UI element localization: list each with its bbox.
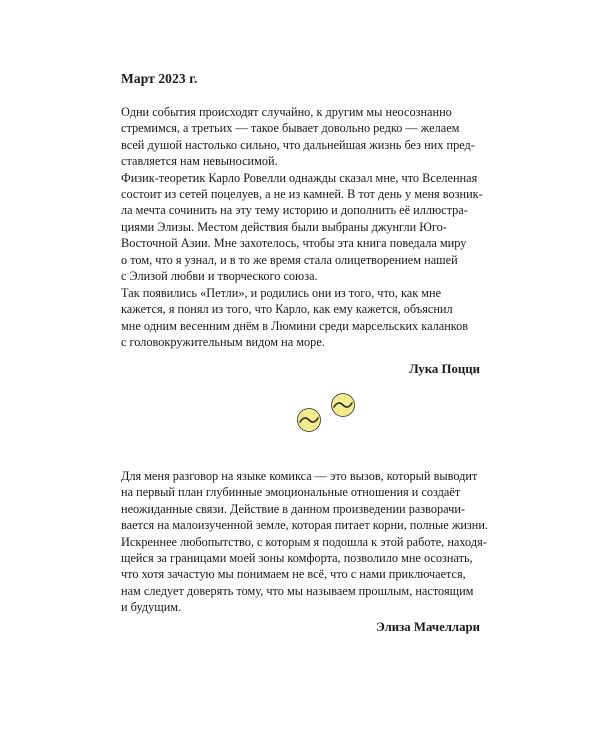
paragraph-luca-intro: [121, 104, 491, 284]
text-line: что хотя зачастую мы понимаем не всё, что с нами приключается,: [121, 567, 466, 582]
text-line: Так появились «Петли», и родились они из того, что, как мне: [121, 286, 442, 300]
text-line: Искреннее любопытство, с которым я подошла к этой работе, находя-: [121, 534, 487, 549]
text-line: с головокружительным видом на море.: [121, 335, 325, 350]
text-line: щейся за границами моей зоны комфорта, позволило мне осознать,: [121, 551, 473, 566]
text-line: Физик-теоретик Карло Ровелли однажды сказал мне, что Вселенная: [121, 170, 478, 185]
text-line: кажется, я понял из того, что Карло, как ему кажется, объяснил: [121, 302, 453, 317]
text-line: неожиданные связи. Действие в данном произведении разворачи-: [121, 501, 466, 516]
text-line: Восточной Азии. Мне захотелось, чтобы эта книга поведала миру: [121, 236, 467, 251]
text-line: нам следует доверять тому, что мы называем прошлым, настоящим: [121, 583, 474, 598]
text-line: вается на малоизученной земле, которая питает корни, полные жизни.: [121, 518, 488, 533]
text-line: на первый план глубинные эмоциональные отношения и создаёт: [121, 485, 461, 500]
circle-left-icon: [298, 409, 321, 432]
text-line: Одни события происходят случайно, к другим мы неосознанно: [121, 105, 452, 119]
date-heading: Март 2023 г.: [121, 71, 198, 86]
text-line: состоит из сетей поцелуев, а не из камней. В тот день у меня возник-: [121, 187, 483, 202]
text-line: с Элизой любви и творческого союза.: [121, 269, 318, 284]
text-line: ла мечта сочинить на эту тему историю и дополнить её иллюстра-: [121, 203, 468, 218]
signature-luca: Лука Поцци: [409, 362, 480, 376]
text-line: мне одним весенним днём в Люмини среди марсельских каланков: [121, 318, 469, 333]
signature-eliza: Элиза Мачеллари: [376, 620, 480, 634]
paragraph-eliza: [121, 468, 491, 616]
circle-right-icon: [332, 394, 355, 417]
text-line: стремимся, а третьих — такое бывает довольно редко — желаем: [121, 121, 460, 136]
text-line: Для меня разговор на языке комикса — это вызов, который выводит: [121, 469, 478, 483]
text-line: всей душой настолько сильно, что дальнейшая жизнь без них пред-: [121, 137, 475, 152]
paragraph-luca-origin: [121, 285, 491, 351]
text-line: о том, что я узнал, и в то же время стала олицетворением нашей: [121, 252, 458, 267]
text-line: ставляется нам невыносимой.: [121, 154, 278, 169]
text-line: циями Элизы. Местом действия были выбраны джунгли Юго-: [121, 219, 447, 234]
twin-yellow-circles-icon: [290, 388, 360, 438]
text-line: и будущим.: [121, 600, 182, 615]
